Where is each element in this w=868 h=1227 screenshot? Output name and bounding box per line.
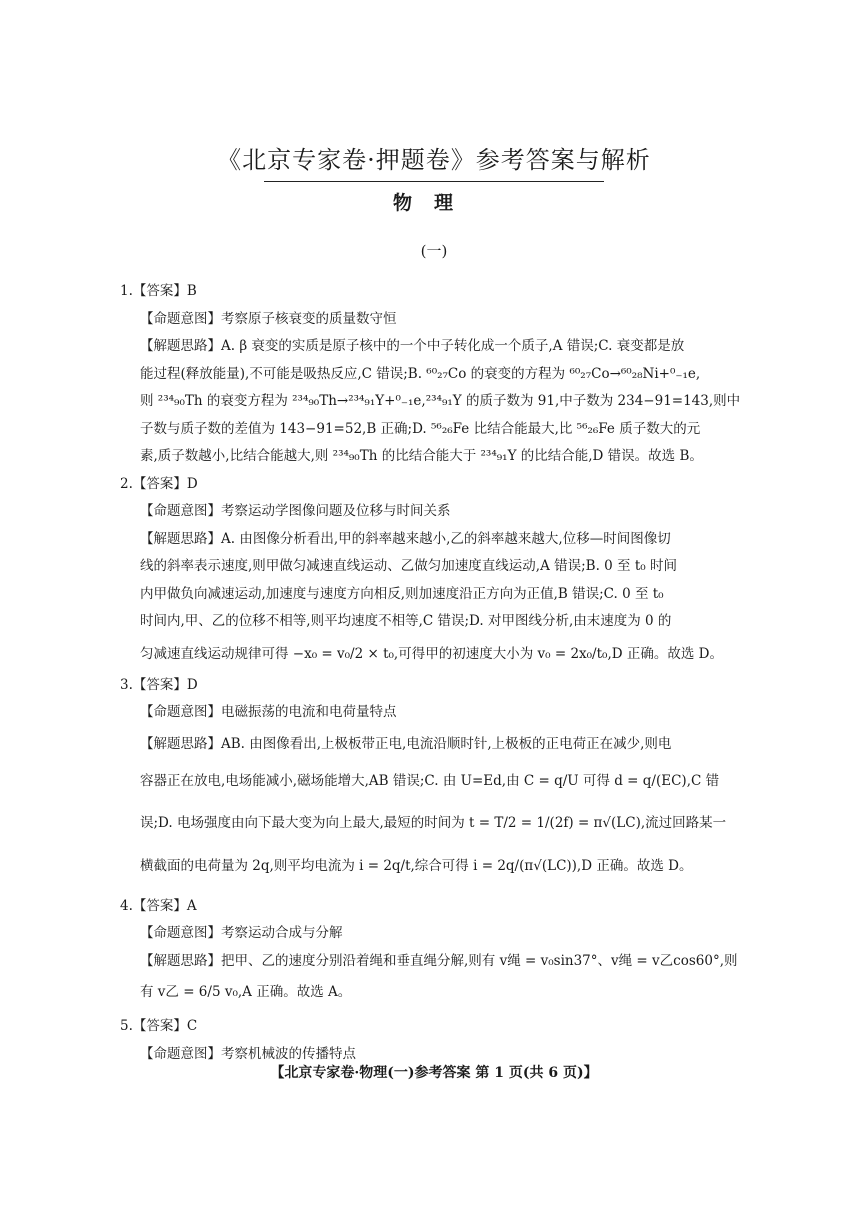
analysis-line: 【解题思路】A. 由图像分析看出,甲的斜率越来越小,乙的斜率越来越大,位移—时间图像切: [140, 530, 671, 547]
answer-line: [120, 672, 750, 700]
answer-text: 【答案】B: [132, 283, 197, 299]
analysis-line: 子数与质子数的差值为 143−91=52,B 正确;D. ⁵⁶₂₆Fe 比结合能最大,比 ⁵⁶₂₆Fe 质子数大的元: [140, 420, 701, 437]
analysis-line: 有 v乙 = 6/5 v₀,A 正确。故选 A。: [140, 984, 352, 1000]
analysis-paragraph: [120, 526, 750, 672]
analysis-line: 则 ²³⁴₉₀Th 的衰变方程为 ²³⁴₉₀Th→²³⁴₉₁Y+⁰₋₁e,²³⁴₉₁Y 的质子数为 91,中子数为 234−91=143,则中: [140, 393, 741, 409]
page-footer: 【北京专家卷·物理(一)参考答案 第 1 页(共 6 页)】: [270, 1065, 598, 1081]
question-4: [120, 893, 750, 1010]
title-underline: [264, 181, 604, 182]
answer-line: [120, 471, 750, 499]
answer-line: [120, 1013, 750, 1041]
analysis-line: 时间内,甲、乙的位移不相等,则平均速度不相等,C 错误;D. 对甲图线分析,由末速度为 0 的: [140, 613, 672, 629]
intent-line: 【命题意图】考察原子核衰变的质量数守恒: [140, 310, 397, 327]
document-title: 《北京专家卷·押题卷》参考答案与解析: [217, 146, 651, 174]
answer-text: 【答案】A: [132, 897, 197, 914]
question-number: 5.: [120, 1018, 133, 1034]
analysis-line: 内甲做负向减速运动,加速度与速度方向相反,则加速度沿正方向为正值,B 错误;C. 0 至 t₀: [140, 585, 664, 602]
answer-text: 【答案】D: [132, 676, 198, 693]
section-label: (一): [420, 242, 448, 260]
question-number: 3.: [120, 676, 133, 693]
question-3: [120, 672, 750, 887]
analysis-line: 【解题思路】AB. 由图像看出,上极板带正电,电流沿顺时针,上极板的正电荷正在减少,则电: [140, 735, 672, 752]
analysis-line: 横截面的电荷量为 2q,则平均电流为 i = 2q/t,综合可得 i = 2q/(π√(LC)),D 正确。故选 D。: [140, 857, 693, 874]
analysis-paragraph: [120, 333, 750, 471]
analysis-line: 【解题思路】A. β 衰变的实质是原子核中的一个中子转化成一个质子,A 错误;C. 衰变都是放: [140, 338, 685, 354]
analysis-line: 【解题思路】把甲、乙的速度分别沿着绳和垂直绳分解,则有 v绳 = v₀sin37°、v绳 = v乙cos60°,则: [140, 952, 738, 969]
analysis-line: 素,质子数越小,比结合能越大,则 ²³⁴₉₀Th 的比结合能大于 ²³⁴₉₁Y 的比结合能,D 错误。故选 B。: [140, 448, 703, 464]
intent-line: 【命题意图】电磁振荡的电流和电荷量特点: [140, 704, 397, 720]
answer-text: 【答案】C: [132, 1018, 198, 1034]
question-number: 2.: [120, 475, 133, 492]
answer-text: 【答案】D: [132, 475, 198, 492]
question-number: 1.: [120, 283, 133, 299]
analysis-line: 容器正在放电,电场能减小,磁场能增大,AB 错误;C. 由 U=Ed,由 C = q/U 可得 d = q/(EC),C 错: [140, 772, 720, 789]
answers-content: [120, 278, 750, 1068]
subject-heading: 物理: [392, 192, 475, 214]
question-number: 4.: [120, 897, 133, 914]
analysis-paragraph: [120, 948, 750, 1010]
question-1: [120, 278, 750, 471]
question-5: [120, 1013, 750, 1068]
analysis-line: 误;D. 电场强度由向下最大变为向上最大,最短的时间为 t = T/2 = 1/(2f) = π√(LC),流过回路某一: [140, 814, 727, 831]
answer-line: [120, 278, 750, 306]
analysis-line: 能过程(释放能量),不可能是吸热反应,C 错误;B. ⁶⁰₂₇Co 的衰变的方程为 ⁶⁰₂₇Co→⁶⁰₂₈Ni+⁰₋₁e,: [140, 365, 701, 382]
analysis-line: 线的斜率表示速度,则甲做匀减速直线运动、乙做匀加速度直线运动,A 错误;B. 0 至 t₀ 时间: [140, 558, 677, 574]
intent-line: 【命题意图】考察运动合成与分解: [140, 925, 343, 941]
question-2: [120, 471, 750, 672]
analysis-paragraph: [120, 727, 750, 887]
analysis-line: 匀减速直线运动规律可得 −x₀ = v₀/2 × t₀,可得甲的初速度大小为 v₀ = 2x₀/t₀,D 正确。故选 D。: [140, 645, 723, 662]
intent-line: 【命题意图】考察机械波的传播特点: [140, 1045, 356, 1062]
answer-line: [120, 893, 750, 921]
intent-line: 【命题意图】考察运动学图像问题及位移与时间关系: [140, 503, 451, 519]
